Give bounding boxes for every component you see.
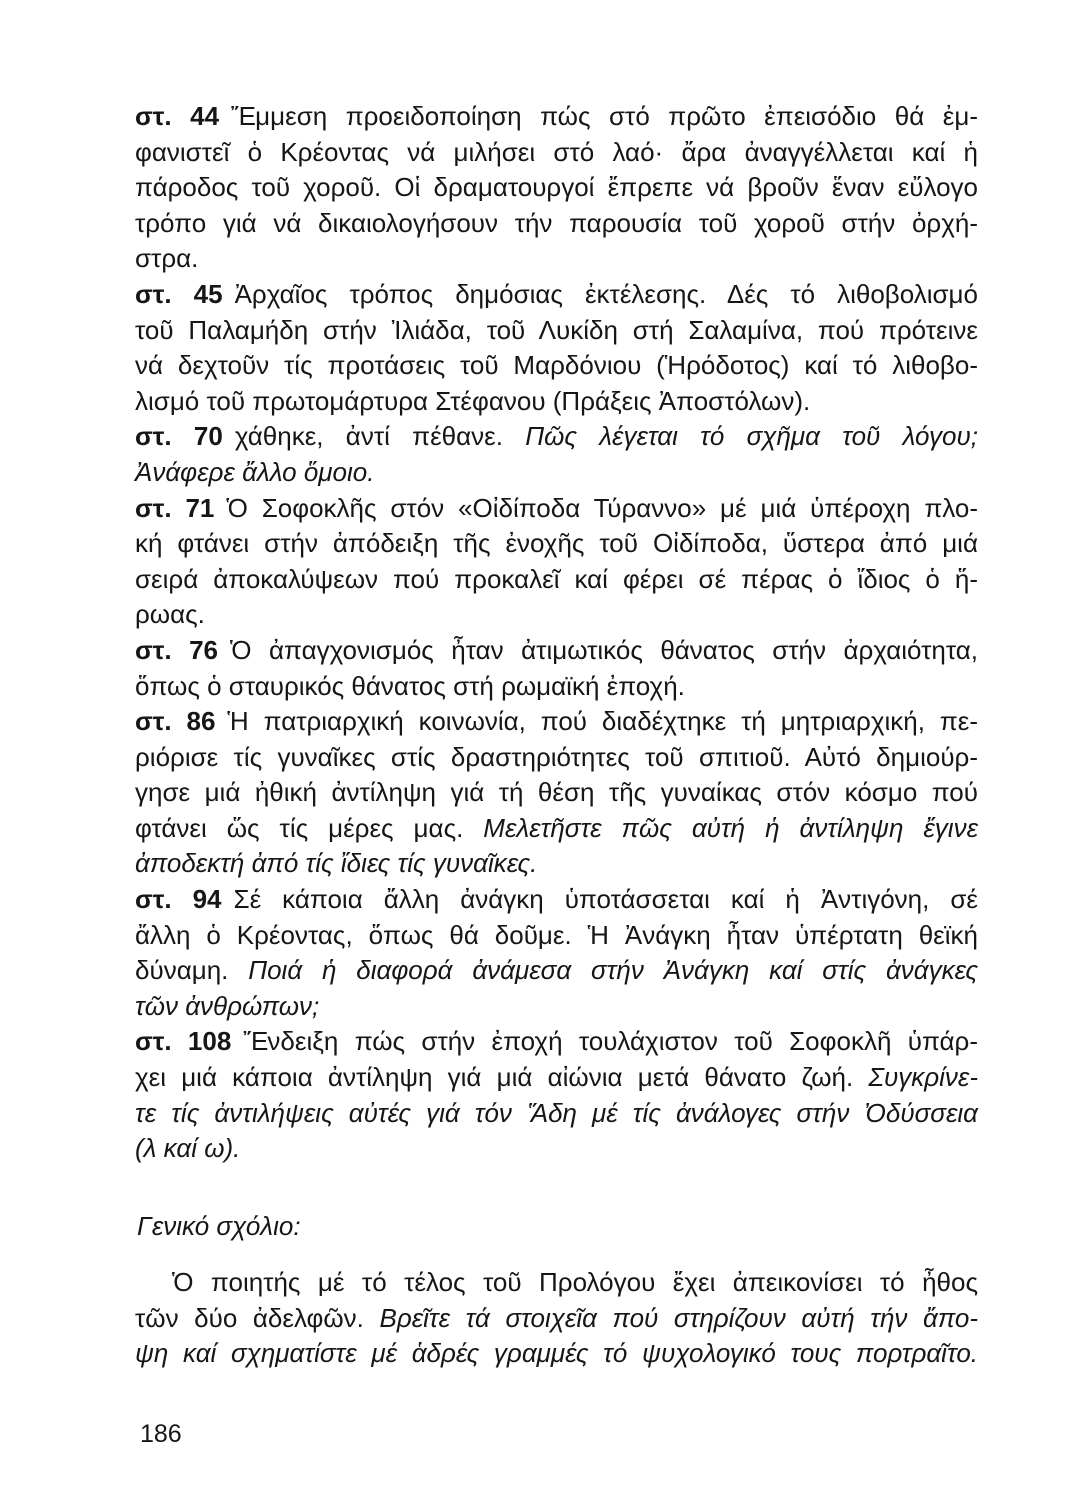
line-text: στρα. (135, 243, 199, 274)
note-label: στ. 70 (135, 421, 223, 452)
line-text: ρωας. (135, 599, 205, 630)
note-line (135, 882, 978, 918)
line-text: Σέ κάποια ἄλλη ἀνάγκη ὑποτάσσεται καί ἡ Ἀντιγόνη, σέ (233, 884, 978, 915)
line-italic-text: Πῶς λέγεται τό σχῆμα τοῦ λόγου; (525, 421, 978, 452)
line-italic-text: Μελετῆστε πῶς αὐτή ἡ ἀντίληψη ἔγινε (483, 812, 978, 843)
line-text: τρόπο γιά νά δικαιολογήσουν τήν παρουσία τοῦ χοροῦ στήν ὀρχή- (135, 207, 978, 238)
line-text: κή φτάνει στήν ἀπόδειξη τῆς ἐνοχῆς τοῦ Οἰδίποδα, ὕστερα ἀπό μιά (135, 528, 978, 559)
line-text: λισμό τοῦ πρωτομάρτυρα Στέφανου (Πράξεις Ἀποστόλων). (135, 385, 811, 416)
line-text: ριόρισε τίς γυναῖκες στίς δραστηριότητες τοῦ σπιτιοῦ. Αὐτό δημιούρ- (135, 741, 978, 772)
line-italic-text: (λ καί ω). (135, 1133, 241, 1164)
note-label: στ. 71 (135, 492, 215, 523)
note-line (135, 1024, 978, 1060)
note-76 (135, 633, 978, 704)
line-text: ὅπως ὁ σταυρικός θάνατος στή ρωμαϊκή ἐποχή. (135, 670, 685, 701)
note-line (135, 1096, 978, 1132)
note-line (135, 811, 978, 847)
general-comment (135, 1265, 978, 1372)
line-text: πάροδος τοῦ χοροῦ. Οἱ δραματουργοί ἔπρεπε νά βροῦν ἕναν εὔλογο (135, 172, 978, 203)
line-text: σειρά ἀποκαλύψεων πού προκαλεῖ καί φέρει σέ πέρας ὁ ἴδιος ὁ ἥ- (135, 563, 978, 594)
note-label: στ. 44 (135, 101, 220, 131)
line-italic-text: Συγκρίνε- (868, 1062, 978, 1093)
line-text: τοῦ Παλαμήδη στήν Ἰλιάδα, τοῦ Λυκίδη στή Σαλαμίνα, πού πρότεινε (135, 314, 978, 345)
line-text: Ἀρχαῖος τρόπος δημόσιας ἐκτέλεσης. Δές τό λιθοβολισμό (234, 278, 978, 309)
note-line (135, 740, 978, 776)
line-italic-text: τε τίς ἀντιλήψεις αὐτές γιά τόν Ἅδη μέ τίς ἀνάλογες στήν Ὀδύσσεια (135, 1097, 978, 1128)
line-italic-text: Ποιά ἡ διαφορά ἀνάμεσα στήν Ἀνάγκη καί στίς ἀνάγκες (248, 955, 978, 986)
line-text: Ὁ Σοφοκλῆς στόν «Οἰδίποδα Τύραννο» μέ μιά ὑπέροχη πλο- (226, 492, 978, 523)
line-text: χάθηκε, ἀντί πέθανε. (234, 421, 526, 452)
line-text: φανιστεῖ ὁ Κρέοντας νά μιλήσει στό λαό· ἄρα ἀναγγέλλεται καί ἡ (135, 136, 978, 167)
line-text: Ὁ ἀπαγχονισμός ἦταν ἀτιμωτικός θάνατος στήν ἀρχαιότητα, (230, 634, 978, 665)
note-line (135, 241, 978, 277)
line-italic-text: ψη καί σχηματίστε μέ ἁδρές γραμμές τό ψυχολογικό τους πορτραῖτο. (135, 1338, 978, 1369)
line-notes (135, 99, 978, 1167)
note-line (135, 99, 978, 135)
note-line (135, 348, 978, 384)
note-108 (135, 1024, 978, 1166)
note-label: στ. 108 (135, 1026, 232, 1057)
page-number: 186 (140, 1420, 182, 1448)
note-line (135, 704, 978, 740)
note-line (135, 846, 978, 882)
note-71 (135, 491, 978, 633)
line-text: Ἡ πατριαρχική κοινωνία, πού διαδέχτηκε τή μητριαρχική, πε- (227, 706, 978, 737)
note-line (135, 669, 978, 705)
note-line (135, 384, 978, 420)
note-label: στ. 94 (135, 884, 222, 915)
note-line (135, 953, 978, 989)
line-text: νά δεχτοῦν τίς προτάσεις τοῦ Μαρδόνιου (Ἡρόδοτος) καί τό λιθοβο- (135, 350, 978, 381)
note-44 (135, 99, 978, 277)
note-line (135, 918, 978, 954)
note-line (135, 455, 978, 491)
note-70 (135, 419, 978, 490)
line-italic-text: Βρεῖτε τά στοιχεῖα πού στηρίζουν αὐτή τήν ἄπο- (379, 1302, 978, 1333)
note-line (135, 1131, 978, 1167)
note-line (135, 313, 978, 349)
note-line (135, 419, 978, 455)
line-text: ἄλλη ὁ Κρέοντας, ὅπως θά δοῦμε. Ἡ Ἀνάγκη ἦταν ὑπέρτατη θεϊκή (135, 919, 978, 950)
general-comment-heading: Γενικό σχόλιο: (137, 1211, 301, 1241)
line-italic-text: ἀποδεκτή ἀπό τίς ἴδιες τίς γυναῖκες. (135, 848, 538, 879)
note-line (135, 170, 978, 206)
note-45 (135, 277, 978, 419)
note-line (135, 597, 978, 633)
note-line (135, 989, 978, 1025)
note-line (135, 491, 978, 527)
line-text: χει μιά κάποια ἀντίληψη γιά μιά αἰώνια μετά θάνατο ζωή. (135, 1062, 869, 1093)
note-94 (135, 882, 978, 1024)
note-label: στ. 76 (135, 634, 219, 665)
line-text: φτάνει ὥς τίς μέρες μας. (135, 812, 484, 843)
note-line (135, 775, 978, 811)
general-comment-line (135, 1336, 978, 1372)
line-text: Ἔμμεση προειδοποίηση πώς στό πρῶτο ἐπεισόδιο θά ἐμ- (231, 101, 978, 131)
note-label: στ. 45 (135, 278, 223, 309)
line-text: δύναμη. (135, 955, 249, 986)
line-text: Ἔνδειξη πώς στήν ἐποχή τουλάχιστον τοῦ Σοφοκλῆ ὑπάρ- (243, 1026, 978, 1057)
general-comment-line (135, 1265, 978, 1301)
note-line (135, 526, 978, 562)
note-line (135, 277, 978, 313)
note-label: στ. 86 (135, 706, 216, 737)
line-italic-text: Ἀνάφερε ἄλλο ὅμοιο. (135, 456, 375, 487)
note-line (135, 562, 978, 598)
line-text: γησε μιά ἠθική ἀντίληψη γιά τή θέση τῆς γυναίκας στόν κόσμο πού (135, 777, 978, 808)
line-text: Ὁ ποιητής μέ τό τέλος τοῦ Προλόγου ἔχει ἀπεικονίσει τό ἦθος (172, 1267, 978, 1297)
line-italic-text: τῶν ἀνθρώπων; (135, 990, 320, 1021)
note-line (135, 135, 978, 171)
note-86 (135, 704, 978, 882)
general-comment-line (135, 1301, 978, 1337)
note-line (135, 1060, 978, 1096)
line-text: τῶν δύο ἀδελφῶν. (135, 1302, 380, 1333)
note-line (135, 633, 978, 669)
note-line (135, 206, 978, 242)
